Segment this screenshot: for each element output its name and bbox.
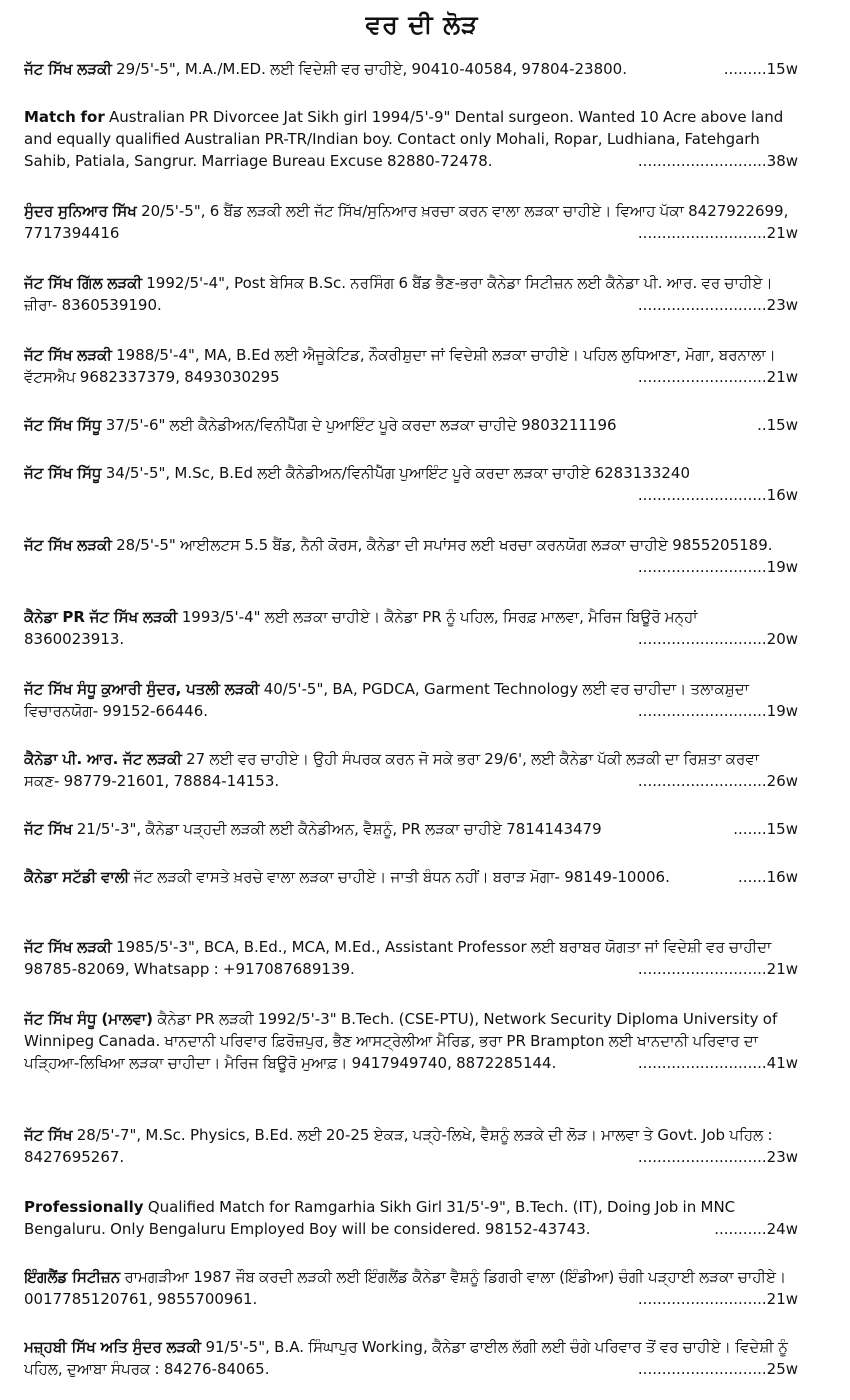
ad-entry (24, 866, 798, 888)
ad-word-count: ...........................19w (637, 558, 798, 576)
ad-text: 1988/5'-4", MA, B.Ed ਲਈ ਐਜੂਕੇਟਿਡ, ਨੌਕਰੀਸ਼ੁਦਾ ਜਾਂ ਵਿਦੇਸ਼ੀ ਲੜਕਾ ਚਾਹੀਏ। ਪਹਿਲ ਲੁਧਿਆਣਾ, ਮੋਗਾ, ਬਰਨਾਲਾ। ਵੱਟਸਐਪ 9682337379, 8493030295 (24, 346, 776, 386)
ad-entry (24, 936, 798, 980)
ad-entry (24, 200, 798, 244)
ad-entry (24, 818, 798, 840)
ad-word-count: ...........................21w (637, 1290, 798, 1308)
ad-entry (24, 1336, 798, 1380)
ad-entry (24, 748, 798, 792)
ad-text: Australian PR Divorcee Jat Sikh girl 1994/5'-9" Dental surgeon. Wanted 10 Acre above land and equally qualified Australian PR-TR/Indian boy. Contact only Mohali, Ropar, Ludhiana, Fatehgarh Sahib, Patiala, Sangrur. Marriage Bureau Excuse 82880-72478. (24, 108, 784, 170)
ad-entry (24, 272, 798, 316)
ad-word-count: ...........24w (714, 1220, 798, 1238)
ad-text: 91/5'-5", B.A. ਸਿੰਘਾਪੁਰ Working, ਕੈਨੇਡਾ ਫਾਈਲ ਲੱਗੀ ਲਈ ਚੰਗੇ ਪਰਿਵਾਰ ਤੋਂ ਵਰ ਚਾਹੀਏ। ਵਿਦੇਸ਼ੀ ਨੂੰ ਪਹਿਲ, ਦੁਆਬਾ ਸੰਪਰਕ : 84276-84065. (24, 1338, 788, 1378)
ad-word-count: ...........................19w (637, 702, 798, 720)
ad-lead: ਕੈਨੇਡਾ ਪੀ. ਆਰ. ਜੱਟ ਲੜਕੀ (24, 750, 182, 768)
ad-entry (24, 344, 798, 388)
ad-word-count: ...........................21w (637, 368, 798, 386)
ad-word-count: ...........................21w (637, 224, 798, 242)
ad-text: ਰਾਮਗੜੀਆ 1987 ਜੌਬ ਕਰਦੀ ਲੜਕੀ ਲਈ ਇੰਗਲੈਂਡ ਕੈਨੇਡਾ ਵੈਸ਼ਨੂੰ ਡਿਗਰੀ ਵਾਲਾ (ਇੰਡੀਆ) ਚੰਗੀ ਪੜ੍ਹਾਈ ਲੜਕਾ ਚਾਹੀਏ। 0017785120761, 9855700961. (24, 1268, 787, 1308)
ad-text: 1985/5'-3", BCA, B.Ed., MCA, M.Ed., Assistant Professor ਲਈ ਬਰਾਬਰ ਯੋਗਤਾ ਜਾਂ ਵਿਦੇਸ਼ੀ ਵਰ ਚਾਹੀਦਾ 98785-82069, Whatsapp : +917087689139. (24, 938, 772, 978)
ad-text: 29/5'-5", M.A./M.ED. ਲਈ ਵਿਦੇਸ਼ੀ ਵਰ ਚਾਹੀਏ, 90410-40584, 97804-23800. (111, 60, 627, 78)
ad-lead: ਜੱਟ ਸਿੱਖ ਲੜਕੀ (24, 536, 112, 554)
ad-entry (24, 58, 798, 80)
ad-entry (24, 606, 798, 650)
ad-text: ਜੱਟ ਲੜਕੀ ਵਾਸਤੇ ਖ਼ਰਚੇ ਵਾਲਾ ਲੜਕਾ ਚਾਹੀਏ। ਜਾਤੀ ਬੰਧਨ ਨਹੀਂ। ਬਰਾੜ ਮੋਗਾ- 98149-10006. (129, 868, 670, 886)
ad-text: 1992/5'-4", Post ਬੇਸਿਕ B.Sc. ਨਰਸਿੰਗ 6 ਬੈਂਡ ਭੈਣ-ਭਰਾ ਕੈਨੇਡਾ ਸਿਟੀਜ਼ਨ ਲਈ ਕੈਨੇਡਾ ਪੀ. ਆਰ. ਵਰ ਚਾਹੀਏ। ਜ਼ੀਰਾ- 8360539190. (24, 274, 773, 314)
ad-lead: ਜੱਟ ਸਿੱਖ ਲੜਕੀ (24, 938, 112, 956)
ad-word-count: ...........................20w (637, 630, 798, 648)
classifieds-page (0, 10, 850, 1400)
ad-lead: ਜੱਟ ਸਿੱਖ (24, 820, 73, 838)
ad-lead: ਜੱਟ ਸਿੱਖ ਸੰਧੂ ਕੁਆਰੀ ਸੁੰਦਰ, ਪਤਲੀ ਲੜਕੀ (24, 680, 260, 698)
ad-text: 40/5'-5", BA, PGDCA, Garment Technology ਲਈ ਵਰ ਚਾਹੀਦਾ। ਤਲਾਕਸ਼ੁਦਾ ਵਿਚਾਰਨਯੋਗ- 99152-66446. (24, 680, 749, 720)
ad-word-count: ...........................21w (637, 960, 798, 978)
ad-lead: Professionally (24, 1198, 144, 1216)
ad-word-count: .........15w (723, 60, 798, 78)
ad-word-count: ...........................23w (637, 296, 798, 314)
ad-entry (24, 1124, 798, 1168)
ad-word-count: .......15w (733, 820, 798, 838)
ad-lead: ਜੱਟ ਸਿੱਖ ਸਿੱਧੂ (24, 416, 102, 434)
ad-word-count: ...........................26w (637, 772, 798, 790)
ad-lead: ਜੱਟ ਸਿੱਖ ਗਿੱਲ ਲੜਕੀ (24, 274, 142, 292)
ad-entry (24, 414, 798, 436)
ad-word-count: ...........................25w (637, 1360, 798, 1378)
ad-entry (24, 106, 798, 172)
ad-lead: ਕੈਨੇਡਾ PR ਜੱਟ ਸਿੱਖ ਲੜਕੀ (24, 608, 178, 626)
ad-word-count: ...........................38w (637, 152, 798, 170)
ad-text: 28/5'-7", M.Sc. Physics, B.Ed. ਲਈ 20-25 ਏਕੜ, ਪੜ੍ਹੇ-ਲਿਖੇ, ਵੈਸ਼ਨੂੰ ਲੜਕੇ ਦੀ ਲੋੜ। ਮਾਲਵਾ ਤੇ Govt. Job ਪਹਿਲ : 8427695267. (24, 1126, 773, 1166)
ad-text: 28/5'-5" ਆਈਲਟਸ 5.5 ਬੈਂਡ, ਨੈਨੀ ਕੋਰਸ, ਕੈਨੇਡਾ ਦੀ ਸਪਾਂਸਰ ਲਈ ਖਰਚਾ ਕਰਨਯੋਗ ਲੜਕਾ ਚਾਹੀਏ 9855205189. (111, 536, 773, 554)
ad-text: 34/5'-5", M.Sc, B.Ed ਲਈ ਕੈਨੇਡੀਅਨ/ਵਿਨੀਪੈੱਗ ਪੁਆਇੰਟ ਪੂਰੇ ਕਰਦਾ ਲੜਕਾ ਚਾਹੀਏ 6283133240 (101, 464, 690, 482)
ad-lead: ਜੱਟ ਸਿੱਖ ਲੜਕੀ (24, 60, 112, 78)
ad-word-count: ......16w (738, 868, 798, 886)
ad-lead: ਜੱਟ ਸਿੱਖ (24, 1126, 73, 1144)
ad-entry (24, 462, 798, 506)
ad-word-count: ...........................23w (637, 1148, 798, 1166)
ad-lead: ਕੈਨੇਡਾ ਸਟੱਡੀ ਵਾਲੀ (24, 868, 130, 886)
ad-entry (24, 1196, 798, 1240)
page-title: ਵਰ ਦੀ ਲੋੜ (365, 10, 479, 39)
ad-text: 20/5'-5", 6 ਬੈਂਡ ਲੜਕੀ ਲਈ ਜੱਟ ਸਿੱਖ/ਸੁਨਿਆਰ ਖ਼ਰਚਾ ਕਰਨ ਵਾਲਾ ਲੜਕਾ ਚਾਹੀਏ। ਵਿਆਹ ਪੱਕਾ 8427922699, 7717394416 (24, 202, 789, 242)
ad-text: 27 ਲਈ ਵਰ ਚਾਹੀਏ। ਉਹੀ ਸੰਪਰਕ ਕਰਨ ਜੋ ਸਕੇ ਭਰਾ 29/6', ਲਈ ਕੈਨੇਡਾ ਪੱਕੀ ਲੜਕੀ ਦਾ ਰਿਸ਼ਤਾ ਕਰਵਾ ਸਕਣ- 98779-21601, 78884-14153. (24, 750, 760, 790)
ad-text: Qualified Match for Ramgarhia Sikh Girl 31/5'-9", B.Tech. (IT), Doing Job in MNC Bengaluru. Only Bengaluru Employed Boy will be considered. 98152-43743. (24, 1198, 736, 1238)
ad-lead: Match for (24, 108, 105, 126)
ad-lead: ਜੱਟ ਸਿੱਖ ਲੜਕੀ (24, 346, 112, 364)
ad-word-count: ...........................16w (637, 486, 798, 504)
ad-entry (24, 1266, 798, 1310)
ad-entry (24, 1008, 798, 1074)
ad-lead: ਸੁੰਦਰ ਸੁਨਿਆਰ ਸਿੱਖ (24, 202, 137, 220)
ad-text: 1993/5'-4" ਲਈ ਲੜਕਾ ਚਾਹੀਏ। ਕੈਨੇਡਾ PR ਨੂੰ ਪਹਿਲ, ਸਿਰਫ਼ ਮਾਲਵਾ, ਮੈਰਿਜ ਬਿਊਰੋ ਮਨ੍ਹਾਂ 8360023913. (24, 608, 698, 648)
ad-lead: ਮਜ਼੍ਹਬੀ ਸਿੱਖ ਅਤਿ ਸੁੰਦਰ ਲੜਕੀ (24, 1338, 202, 1356)
ad-text: 21/5'-3", ਕੈਨੇਡਾ ਪੜ੍ਹਦੀ ਲੜਕੀ ਲਈ ਕੈਨੇਡੀਅਨ, ਵੈਸ਼ਨੂੰ, PR ਲੜਕਾ ਚਾਹੀਏ 7814143479 (72, 820, 602, 838)
ad-entry (24, 534, 798, 578)
ad-lead: ਜੱਟ ਸਿੱਖ ਸਿੱਧੂ (24, 464, 102, 482)
ad-lead: ਇੰਗਲੈਂਡ ਸਿਟੀਜ਼ਨ (24, 1268, 121, 1286)
ad-word-count: ..15w (757, 416, 798, 434)
ad-text: 37/5'-6" ਲਈ ਕੈਨੇਡੀਅਨ/ਵਿਨੀਪੈੱਗ ਦੇ ਪੁਆਇੰਟ ਪੂਰੇ ਕਰਦਾ ਲੜਕਾ ਚਾਹੀਦੇ 9803211196 (101, 416, 617, 434)
ad-word-count: ...........................41w (637, 1054, 798, 1072)
ad-text: ਕੈਨੇਡਾ PR ਲੜਕੀ 1992/5'-3" B.Tech. (CSE-PTU), Network Security Diploma University of Winnipeg Canada. ਖਾਨਦਾਨੀ ਪਰਿਵਾਰ ਫ਼ਿਰੋਜ਼ਪੁਰ, ਭੈਣ ਆਸਟ੍ਰੇਲੀਆ ਮੈਰਿਡ, ਭਰਾ PR Brampton ਲਈ ਖਾਨਦਾਨੀ ਪਰਿਵਾਰ ਦਾ ਪੜ੍ਹਿਆ-ਲਿਖਿਆ ਲੜਕਾ ਚਾਹੀਦਾ। ਮੈਰਿਜ ਬਿਊਰੋ ਮੁਆਫ਼। 9417949740, 8872285144. (24, 1010, 778, 1072)
ad-lead: ਜੱਟ ਸਿੱਖ ਸੰਧੂ (ਮਾਲਵਾ) (24, 1010, 154, 1028)
ad-entry (24, 678, 798, 722)
